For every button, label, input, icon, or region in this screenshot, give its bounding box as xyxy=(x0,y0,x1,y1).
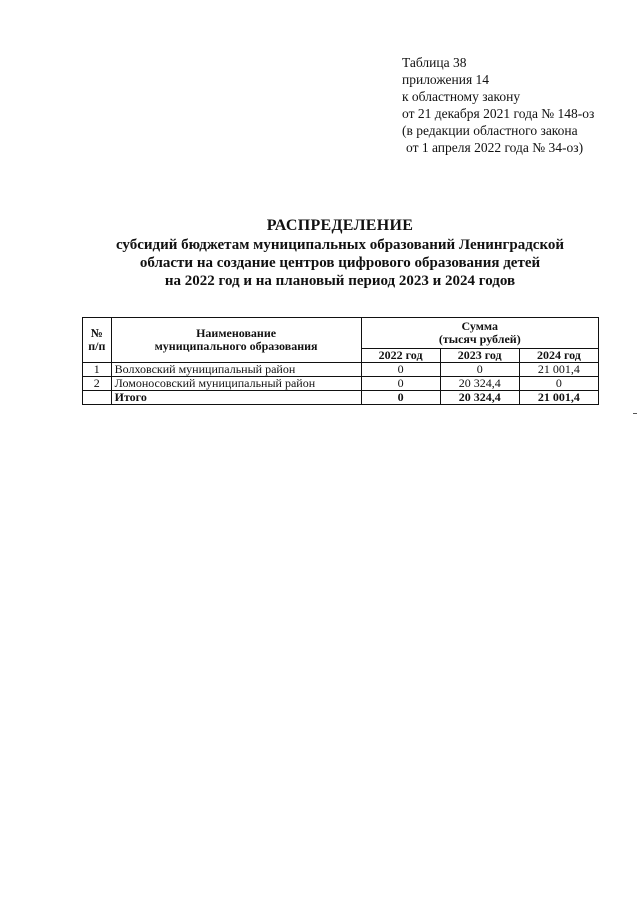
total-value-2023: 20 324,4 xyxy=(440,391,519,405)
header-year-2023: 2023 год xyxy=(440,349,519,363)
appendix-note-line: от 21 декабря 2021 года № 148-оз xyxy=(402,106,595,121)
title-line: субсидий бюджетам муниципальных образований Ленинградской xyxy=(115,237,565,253)
header-year-2022: 2022 год xyxy=(361,349,440,363)
table-row xyxy=(83,377,599,391)
row-value-2023: 20 324,4 xyxy=(440,377,519,391)
row-name: Ломоносовский муниципальный район xyxy=(111,377,361,391)
row-value-2022: 0 xyxy=(361,377,440,391)
distribution-table xyxy=(82,317,599,405)
header-name-line2: муниципального образования xyxy=(154,339,318,353)
header-year-2024: 2024 год xyxy=(519,349,598,363)
appendix-note xyxy=(402,54,594,156)
header-sum xyxy=(361,318,598,349)
total-number-empty xyxy=(83,391,112,405)
row-value-2024: 0 xyxy=(519,377,598,391)
title-main: РАСПРЕДЕЛЕНИЕ xyxy=(266,217,414,234)
row-number: 1 xyxy=(83,363,112,377)
header-number-line2: п/п xyxy=(88,339,106,353)
title-line: области на создание центров цифрового образования детей xyxy=(139,255,541,271)
row-value-2022: 0 xyxy=(361,363,440,377)
table-total-row xyxy=(83,391,599,405)
appendix-note-line: к областному закону xyxy=(402,89,521,104)
row-number: 2 xyxy=(83,377,112,391)
row-value-2024: 21 001,4 xyxy=(519,363,598,377)
table-row xyxy=(83,363,599,377)
header-name-line1: Наименование xyxy=(196,326,277,340)
total-label: Итого xyxy=(111,391,361,405)
appendix-note-line: Таблица 38 xyxy=(402,55,467,70)
header-sum-line1: Сумма xyxy=(461,319,499,333)
title-line: на 2022 год и на плановый период 2023 и 2024 годов xyxy=(164,273,516,289)
header-number xyxy=(83,318,112,363)
scan-edge-mark xyxy=(633,413,637,414)
total-value-2022: 0 xyxy=(361,391,440,405)
appendix-note-line: от 1 апреля 2022 года № 34-оз) xyxy=(406,140,584,155)
total-value-2024: 21 001,4 xyxy=(519,391,598,405)
row-value-2023: 0 xyxy=(440,363,519,377)
header-name xyxy=(111,318,361,363)
appendix-note-line: (в редакции областного закона xyxy=(402,123,578,138)
row-name: Волховский муниципальный район xyxy=(111,363,361,377)
appendix-note-line: приложения 14 xyxy=(402,72,490,87)
document-title xyxy=(0,216,640,290)
header-sum-line2: (тысяч рублей) xyxy=(438,332,521,346)
table-header-row xyxy=(83,318,599,349)
header-number-line1: № xyxy=(90,326,103,340)
